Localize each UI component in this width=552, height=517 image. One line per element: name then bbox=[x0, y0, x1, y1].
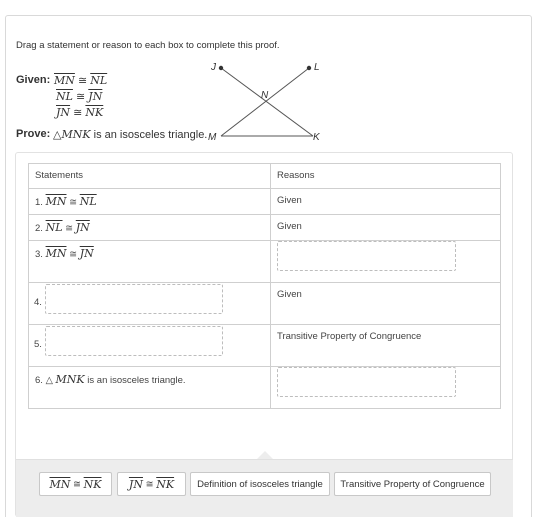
point-l bbox=[307, 66, 311, 70]
prove-label: Prove: bbox=[16, 128, 51, 140]
label-l: L bbox=[314, 62, 320, 73]
reasons-header: Reasons bbox=[271, 164, 501, 189]
reason-2: Given bbox=[271, 215, 501, 241]
given-statement-1: $\overline{MN}$ ≅ $\overline{NL}$ bbox=[54, 74, 108, 87]
statements-header: Statements bbox=[29, 164, 271, 189]
statement-1: 1. $\overline{MN}$ ≅ $\overline{NL}$ bbox=[29, 189, 271, 215]
statement-6: 6. △ MNK is an isosceles triangle. bbox=[29, 367, 271, 409]
tile-mn-congruent-nk[interactable]: $\overline{MN}$ ≅ $\overline{NK}$ bbox=[39, 472, 112, 496]
given-statement-3: $\overline{JN}$ ≅ $\overline{NK}$ bbox=[56, 106, 104, 119]
label-j: J bbox=[211, 62, 216, 73]
reason-1: Given bbox=[271, 189, 501, 215]
reason-4: Given bbox=[271, 283, 501, 325]
proof-table-header bbox=[29, 164, 501, 189]
label-m: M bbox=[208, 132, 217, 142]
tile-transitive-property[interactable]: Transitive Property of Congruence bbox=[334, 472, 491, 496]
proof-row-1 bbox=[29, 189, 501, 215]
label-n: N bbox=[261, 90, 269, 101]
instructions: Drag a statement or reason to each box to complete this proof. bbox=[16, 40, 280, 51]
tile-definition-isosceles[interactable]: Definition of isosceles triangle bbox=[190, 472, 330, 496]
reason-3-drop-zone[interactable] bbox=[277, 241, 456, 271]
reason-6-drop-zone[interactable] bbox=[277, 367, 456, 397]
geometry-figure bbox=[205, 56, 325, 142]
statement-4-drop-zone[interactable] bbox=[45, 284, 223, 314]
given-label: Given: bbox=[16, 74, 51, 86]
point-j bbox=[219, 66, 223, 70]
answer-bank-pointer bbox=[257, 451, 273, 459]
label-k: K bbox=[313, 132, 320, 142]
statement-3: 3. $\overline{MN}$ ≅ $\overline{JN}$ bbox=[29, 241, 271, 283]
given-statement-2: $\overline{NL}$ ≅ $\overline{JN}$ bbox=[56, 90, 103, 103]
tile-jn-congruent-nk[interactable]: $\overline{JN}$ ≅ $\overline{NK}$ bbox=[117, 472, 186, 496]
statement-4-number: 4. bbox=[34, 297, 42, 308]
statement-5-drop-zone[interactable] bbox=[45, 326, 223, 356]
reason-5: Transitive Property of Congruence bbox=[271, 325, 501, 367]
prove-statement: △MNK is an isosceles triangle. bbox=[53, 128, 208, 141]
proof-row-2 bbox=[29, 215, 501, 241]
statement-2: 2. $\overline{NL}$ ≅ $\overline{JN}$ bbox=[29, 215, 271, 241]
statement-5-number: 5. bbox=[34, 339, 42, 350]
